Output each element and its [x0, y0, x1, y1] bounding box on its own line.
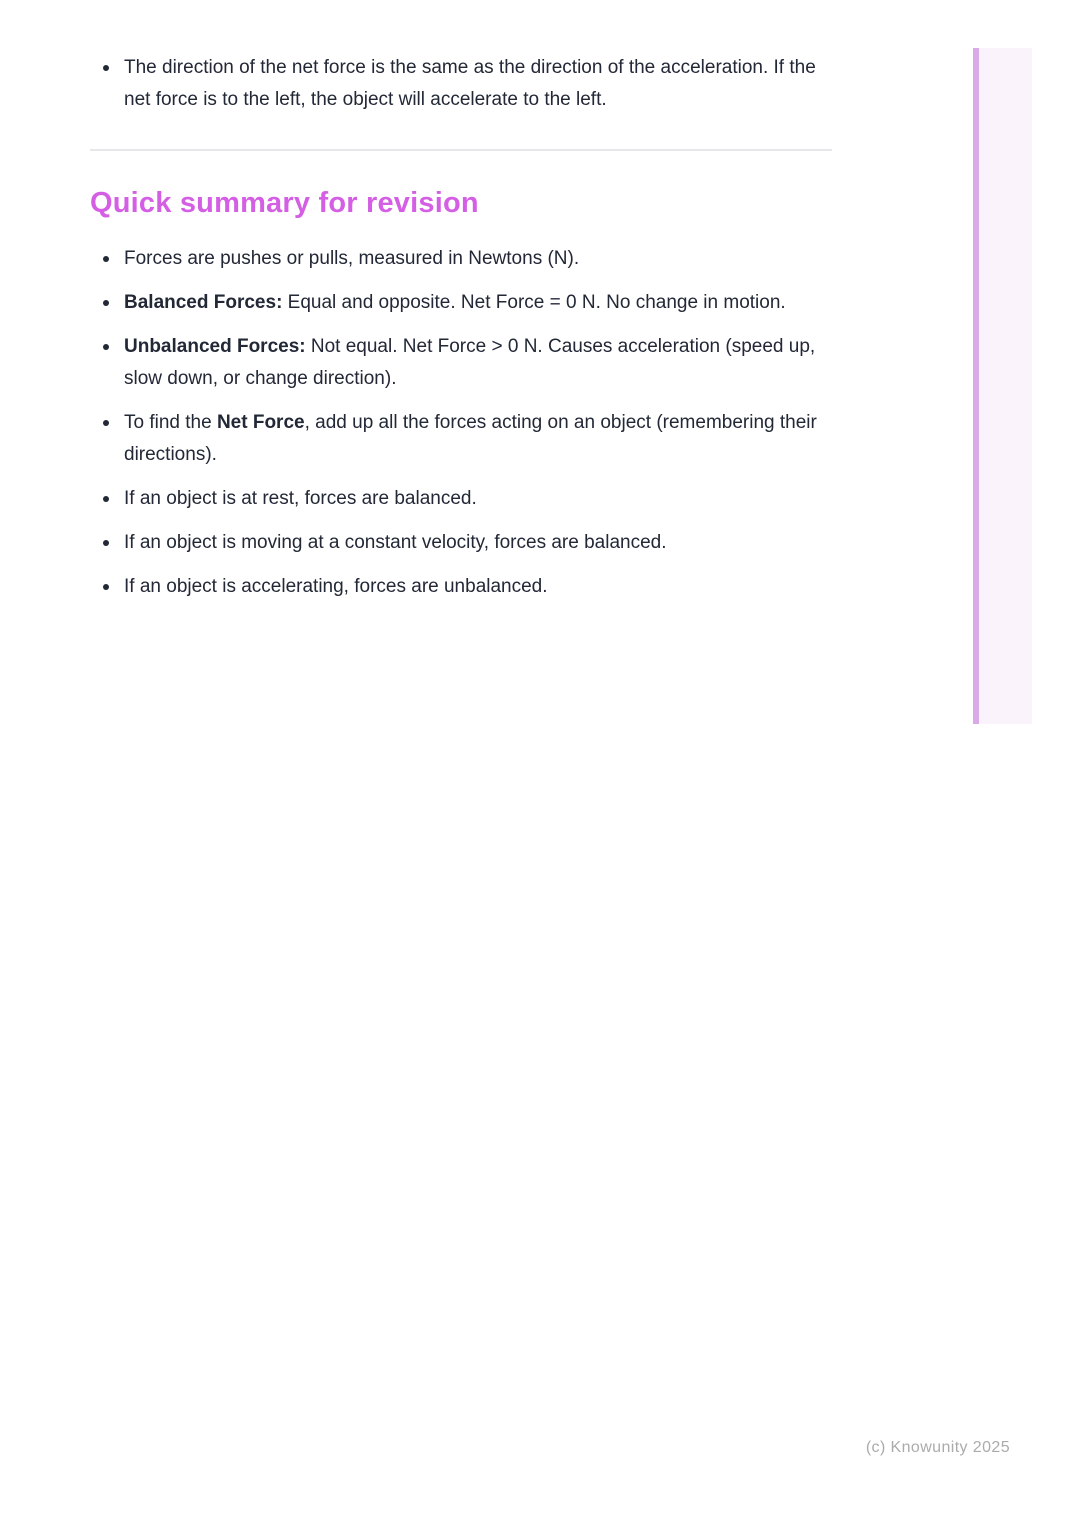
list-item-bold-text: Balanced Forces: [124, 292, 283, 313]
list-item-text: To find the [124, 412, 217, 433]
list-item-text: If an object is moving at a constant velocity, forces are balanced. [124, 532, 667, 553]
page-content [90, 52, 832, 615]
list-item-text: If an object is at rest, forces are balanced. [124, 488, 477, 509]
list-item [124, 483, 832, 515]
side-highlight-bar [973, 48, 1032, 724]
list-item-text: If an object is accelerating, forces are unbalanced. [124, 576, 548, 597]
list-item [124, 527, 832, 559]
intro-bullet-list [90, 52, 832, 116]
list-item [124, 287, 832, 319]
list-item [124, 407, 832, 471]
list-item-text: , add up all the forces acting on an object (remembering their directions). [124, 412, 817, 465]
section-divider [90, 149, 832, 151]
list-item-text: Not equal. Net Force > 0 N. Causes acceleration (speed up, slow down, or change direction). [124, 336, 816, 389]
copyright-footer: (c) Knowunity 2025 [865, 1439, 1010, 1456]
list-item [124, 243, 832, 275]
list-item-text: Forces are pushes or pulls, measured in Newtons (N). [124, 248, 580, 269]
list-item: The direction of the net force is the same as the direction of the acceleration. If the net force is to the left, the object will accelerate to the left. [124, 52, 832, 116]
list-item-text: Equal and opposite. Net Force = 0 N. No change in motion. [282, 292, 786, 313]
summary-list [90, 243, 832, 603]
list-item [124, 331, 832, 395]
list-item-bold-text: Net Force [216, 412, 305, 433]
list-item [124, 571, 832, 603]
section-heading: Quick summary for revision [90, 187, 479, 219]
list-item-bold-text: Unbalanced Forces: [124, 336, 306, 357]
